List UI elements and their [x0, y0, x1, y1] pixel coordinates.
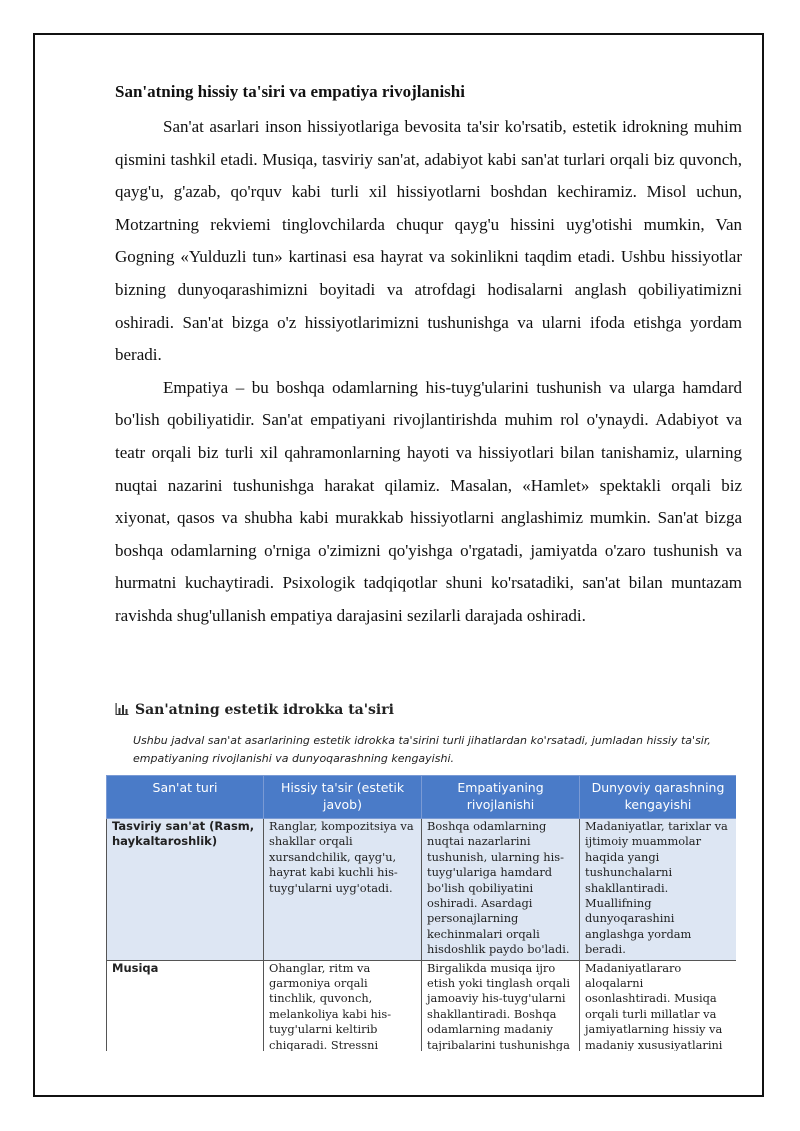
- table-cell: Ranglar, kompozitsiya va shakllar orqali xursandchilik, qayg'u, hayrat kabi kuchli his-tuyg'ularni uyg'otadi.: [264, 819, 422, 961]
- table-cell: Ohanglar, ritm va garmoniya orqali tinchlik, quvonch, melankoliya kabi his-tuyg'ularni keltirib chiqaradi. Stressni: [264, 960, 422, 1051]
- header-cell: Empatiyaning rivojlanishi: [422, 776, 580, 819]
- header-cell: Hissiy ta'sir (estetik javob): [264, 776, 422, 819]
- table-container: [106, 775, 736, 1051]
- header-cell: San'at turi: [107, 776, 264, 819]
- data-table: [106, 775, 736, 1051]
- table-title: [115, 702, 742, 718]
- section-heading: San'atning hissiy ta'siri va empatiya rivojlanishi: [115, 82, 465, 101]
- table-row: [107, 960, 737, 1051]
- table-cell: Musiqa: [107, 960, 264, 1051]
- table-title-text: San'atning estetik idrokka ta'siri: [135, 702, 394, 718]
- table-row: [107, 819, 737, 961]
- bar-chart-icon: [115, 703, 129, 715]
- table-cell: Madaniyatlar, tarixlar va ijtimoiy muammolar haqida yangi tushunchalarni shakllantiradi. Muallifning dunyoqarashini anglashga yordam beradi.: [580, 819, 737, 961]
- table-cell: Boshqa odamlarning nuqtai nazarlarini tushunish, ularning his-tuyg'ulariga hamdard bo'lish qobiliyatini oshiradi. Asardagi personajlarning kechinmalari orqali hisdoshlik paydo bo'ladi.: [422, 819, 580, 961]
- document-body: [115, 82, 742, 633]
- table-cell: Tasviriy san'at (Rasm, haykaltaroshlik): [107, 819, 264, 961]
- paragraph-2: Empatiya – bu boshqa odamlarning his-tuyg'ularini tushunish va ularga hamdard bo'lish qobiliyatidir. San'at empatiyani rivojlantirishda muhim rol o'ynaydi. Adabiyot va teatr orqali biz turli xil qahramonlarning hayoti va hissiyotlari bilan tanishamiz, ularning nuqtai nazarini tushunishga harakat qilamiz. Masalan, «Hamlet» spektakli orqali biz xiyonat, qasos va shubha kabi murakkab hissiyotlarni anglashimiz mumkin. San'at bizga boshqa odamlarning o'rniga o'zimizni qo'yishga o'rgatadi, jamiyatda o'zaro tushunish va hurmatni kuchaytiradi. Psixologik tadqiqotlar shuni ko'rsatadiki, san'at bilan muntazam ravishda shug'ullanish empatiya darajasini sezilarli darajada oshiradi.: [115, 377, 742, 625]
- paragraph-1: San'at asarlari inson hissiyotlariga bevosita ta'sir ko'rsatib, estetik idrokning muhim qismini tashkil etadi. Musiqa, tasviriy san'at, adabiyot kabi san'at turlari orqali biz quvonch, qayg'u, g'azab, qo'rquv kabi turli xil hissiyotlarni boshdan kechiramiz. Misol uchun, Motzartning rekviemi tinglovchilarda chuqur qayg'u hissini uyg'otishi mumkin, Van Gogning «Yulduzli tun» kartinasi esa hayrat va sokinlikni taqdim etadi. Ushbu hissiyotlar bizning dunyoqarashimizni boyitadi va atrofdagi hodisalarni anglash qobiliyatimizni oshiradi. San'at bizga o'z hissiyotlarimizni tushunishga va ularni ifoda etishga yordam beradi.: [115, 117, 742, 365]
- table-cell: Madaniyatlararo aloqalarni osonlashtiradi. Musiqa orqali turli millatlar va jamiyatlarning hissiy va madaniy xususiyatlarini: [580, 960, 737, 1051]
- header-cell: Dunyoviy qarashning kengayishi: [580, 776, 737, 819]
- table-caption: Ushbu jadval san'at asarlarining estetik idrokka ta'sirini turli jihatlardan ko'rsatadi, jumladan hissiy ta'sir, empatiyaning rivojlanishi va dunyoqarashning kengayishi.: [133, 734, 711, 765]
- table-header-row: [107, 776, 737, 819]
- table-cell: Birgalikda musiqa ijro etish yoki tinglash orqali jamoaviy his-tuyg'ularni shakllantiradi. Boshqa odamlarning madaniy tajribalarini tushunishga: [422, 960, 580, 1051]
